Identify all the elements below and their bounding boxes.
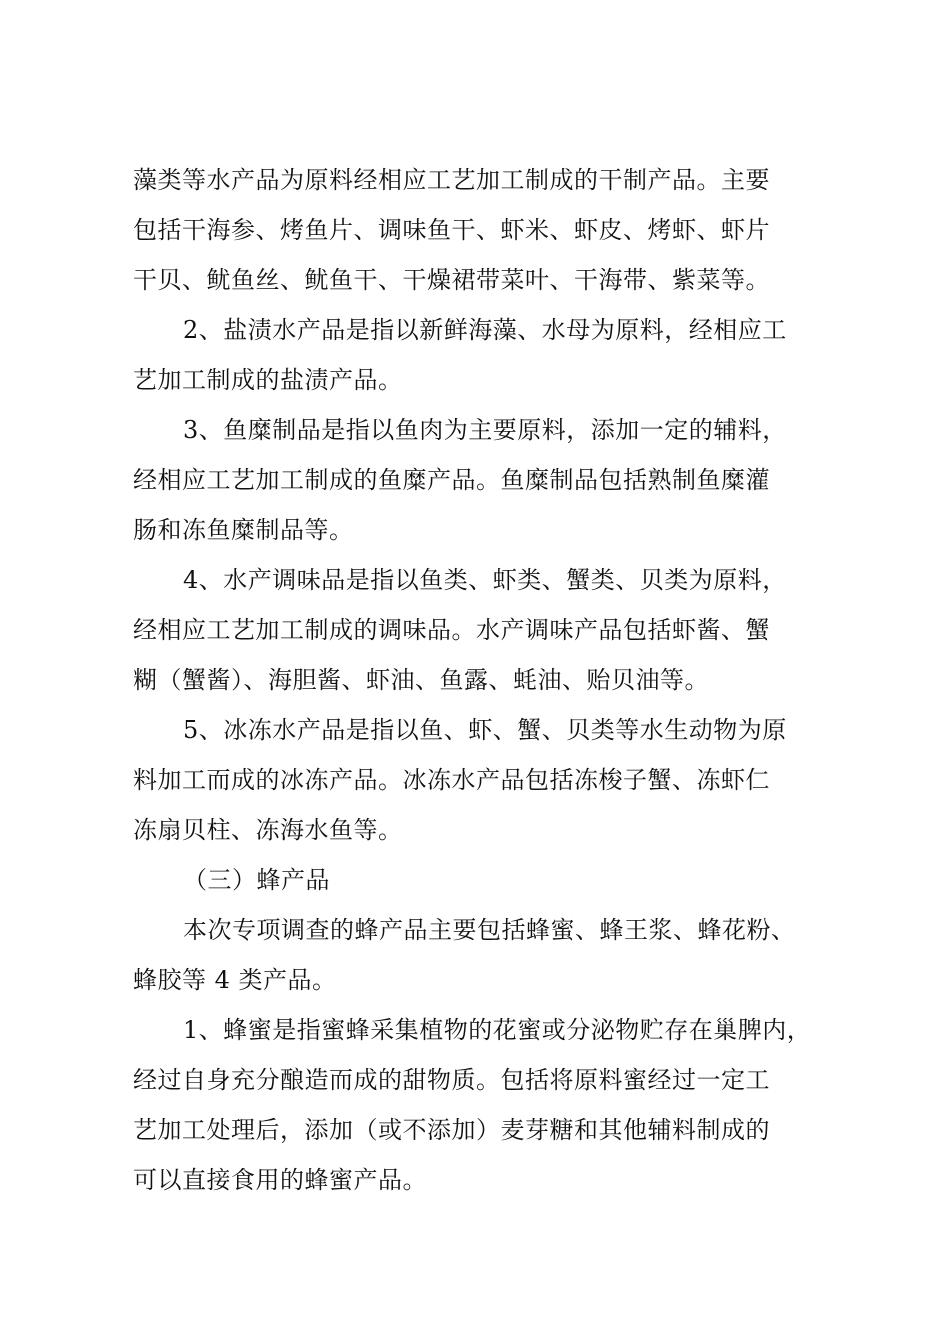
text-line: 藻类等水产品为原料经相应工艺加工制成的干制产品。主要 (133, 166, 770, 194)
text-line: 糊（蟹酱）、海胆酱、虾油、鱼露、蚝油、贻贝油等。 (133, 666, 709, 694)
text-line: 料加工而成的冰冻产品。冰冻水产品包括冻梭子蟹、冻虾仁 (133, 766, 770, 794)
text-line: 经相应工艺加工制成的鱼糜产品。鱼糜制品包括熟制鱼糜灌 (133, 466, 770, 494)
paragraph-start-line: 2、盐渍水产品是指以新鲜海藻、水母为原料，经相应工 (183, 316, 787, 344)
section-heading: （三）蜂产品 (183, 866, 330, 894)
text-line: 包括干海参、烤鱼片、调味鱼干、虾米、虾皮、烤虾、虾片 (133, 216, 770, 244)
paragraph-start-line: 4、水产调味品是指以鱼类、虾类、蟹类、贝类为原料， (183, 566, 787, 594)
text-line: 肠和冻鱼糜制品等。 (133, 516, 354, 544)
text-line: 干贝、鱿鱼丝、鱿鱼干、干燥裙带菜叶、干海带、紫菜等。 (133, 266, 770, 294)
text-line: 经过自身充分酿造而成的甜物质。包括将原料蜜经过一定工 (133, 1066, 770, 1094)
text-line: 冻扇贝柱、冻海水鱼等。 (133, 816, 403, 844)
text-line: 艺加工制成的盐渍产品。 (133, 366, 403, 394)
paragraph-start-line: 本次专项调查的蜂产品主要包括蜂蜜、蜂王浆、蜂花粉、 (183, 916, 796, 944)
paragraph-start-line: 1、蜂蜜是指蜜蜂采集植物的花蜜或分泌物贮存在巢脾内， (183, 1016, 812, 1044)
text-line: 艺加工处理后，添加（或不添加）麦芽糖和其他辅料制成的 (133, 1116, 770, 1144)
text-line: 经相应工艺加工制成的调味品。水产调味产品包括虾酱、蟹 (133, 616, 770, 644)
text-line: 蜂胶等 4 类产品。 (133, 966, 337, 994)
text-line: 可以直接食用的蜂蜜产品。 (133, 1166, 427, 1194)
paragraph-start-line: 5、冰冻水产品是指以鱼、虾、蟹、贝类等水生动物为原 (183, 716, 787, 744)
paragraph-start-line: 3、鱼糜制品是指以鱼肉为主要原料，添加一定的辅料， (183, 416, 787, 444)
